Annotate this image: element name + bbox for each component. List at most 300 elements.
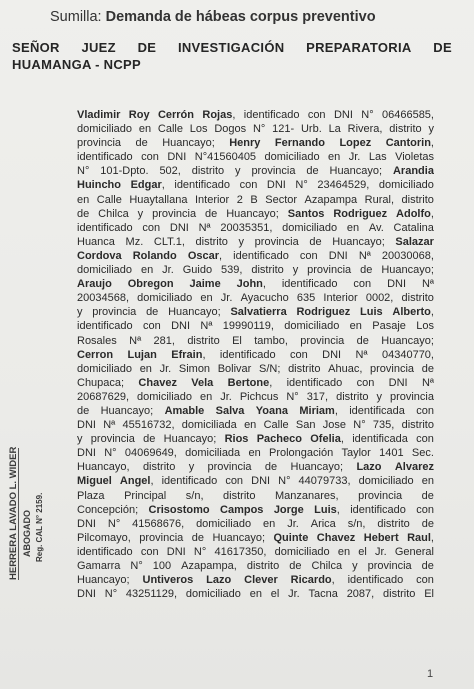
body-word: y: [77, 306, 83, 319]
body-word: Huancayo;: [290, 461, 344, 474]
body-word: 23464529,: [317, 179, 370, 192]
body-word: en: [248, 447, 261, 460]
body-word: 43251129,: [125, 588, 178, 601]
body-word: DNI: [77, 447, 96, 460]
body-word: 41617350,: [214, 545, 267, 558]
body-line: [77, 531, 434, 545]
body-word: Calle: [263, 419, 289, 432]
body-line: [77, 305, 434, 319]
body-word: Crisostomo: [148, 503, 210, 516]
body-word: 41568676,: [132, 517, 185, 530]
body-word: y: [292, 264, 299, 277]
addressee-heading: [12, 39, 452, 73]
body-line: [77, 108, 434, 122]
body-word: Quinte: [273, 531, 309, 544]
body-word: Las: [368, 151, 387, 164]
body-word: domiciliado: [284, 320, 340, 333]
body-word: Manzanares,: [274, 489, 339, 502]
body-word: domiciliado: [264, 151, 320, 164]
body-word: provincia: [367, 560, 412, 572]
body-word: Rodriguez: [296, 306, 351, 319]
body-word: con: [290, 348, 308, 361]
body-word: en: [349, 320, 362, 333]
body-word: Rosales: [77, 334, 117, 347]
body-word: Miriam,: [299, 404, 338, 417]
body-word: provincia: [207, 461, 252, 474]
body-word: identificado: [161, 475, 218, 488]
body-word: Jr.: [220, 390, 232, 403]
body-word: Pasaje: [372, 320, 406, 333]
body-word: Huancayo;: [100, 404, 154, 417]
body-word: N°41560405: [194, 151, 257, 164]
body-line: [77, 150, 434, 164]
body-word: en: [138, 123, 152, 136]
body-word: S/N;: [259, 362, 281, 375]
body-word: DNI: [251, 475, 271, 488]
body-word: Rural,: [364, 193, 394, 206]
body-word: Huancayo;: [77, 574, 130, 587]
body-word: Araujo: [77, 278, 112, 291]
body-word: Pacheco: [256, 433, 302, 446]
lawyer-stamp: [2, 432, 58, 582]
body-word: Principal: [124, 489, 167, 502]
body-line: [77, 249, 434, 263]
body-word: distrito: [401, 419, 434, 432]
body-word: Nª: [355, 348, 368, 361]
body-word: Jr.: [220, 292, 233, 305]
body-word: Jr.: [162, 264, 174, 277]
body-word: Jr.: [348, 151, 361, 164]
body-word: domiciliado: [77, 362, 133, 375]
body-word: Huancayo;: [381, 264, 434, 277]
body-word: Nª: [129, 334, 142, 347]
body-word: de: [146, 306, 159, 319]
body-line: [77, 221, 434, 235]
body-word: Salazar: [395, 235, 434, 248]
body-word: con: [356, 376, 375, 389]
body-line: [77, 390, 434, 404]
body-word: identificado: [174, 179, 231, 192]
body-word: Oscar,: [187, 249, 223, 262]
body-word: Huanca: [77, 235, 115, 248]
body-word: DNI: [166, 545, 186, 558]
body-word: en: [328, 151, 341, 164]
body-word: de: [309, 235, 322, 248]
body-word: San: [295, 419, 316, 432]
body-word: provincia: [307, 264, 352, 277]
body-word: provincia: [152, 207, 197, 220]
body-line: [77, 193, 434, 207]
body-word: Prolongación: [268, 447, 334, 460]
body-word: de: [306, 165, 319, 178]
sumilla-label: Sumilla:: [50, 9, 102, 25]
body-word: Dogos: [214, 123, 247, 136]
body-word: 281,: [153, 334, 175, 347]
body-word: Interior: [323, 292, 358, 305]
body-word: en: [263, 517, 276, 530]
body-word: Cantorin,: [385, 137, 434, 150]
body-line: [77, 122, 434, 136]
body-word: Fernando: [274, 137, 325, 150]
body-word: Nª: [421, 376, 434, 389]
body-word: con: [416, 574, 434, 587]
body-word: el: [270, 588, 280, 601]
body-line: [77, 136, 434, 150]
body-word: identificado: [77, 320, 133, 333]
body-word: N°: [252, 123, 266, 136]
body-word: Ahuac,: [328, 362, 363, 375]
body-word: y: [238, 235, 245, 248]
body-word: Jaime: [189, 278, 221, 291]
body-word: Jorge: [273, 503, 304, 516]
body-word: DNI: [333, 109, 353, 121]
body-word: Henry: [229, 137, 261, 150]
body-word: Guido: [182, 264, 213, 277]
body-word: domiciliado: [196, 517, 252, 530]
body-word: provincia: [90, 433, 135, 446]
body-word: Huaytallana: [129, 193, 188, 206]
body-word: Cerrón: [157, 109, 194, 121]
body-word: Rojas,: [202, 109, 236, 121]
body-word: Tacna: [308, 588, 338, 601]
body-word: con: [416, 503, 434, 516]
body-word: Taylor: [341, 447, 371, 460]
body-word: N°: [353, 419, 366, 432]
sumilla: [50, 9, 460, 25]
body-word: de: [360, 264, 373, 277]
body-word: provincia: [92, 306, 137, 319]
body-word: Rivera,: [347, 123, 383, 136]
body-word: El: [232, 334, 242, 347]
body-line: [77, 404, 434, 418]
body-word: Lazo: [206, 574, 232, 587]
body-word: Edgar,: [130, 179, 165, 192]
body-word: en: [200, 390, 213, 403]
body-word: de: [135, 137, 148, 150]
body-word: 06466585,: [381, 109, 434, 121]
body-word: distrito: [251, 264, 284, 277]
body-word: distrito: [288, 362, 321, 375]
body-word: Huancayo;: [226, 207, 279, 220]
body-word: DNI: [266, 179, 286, 192]
body-word: de: [421, 517, 434, 530]
body-word: 101-Dpto.: [100, 165, 149, 178]
body-word: Jr.: [159, 362, 172, 375]
body-line: [77, 334, 434, 348]
body-word: Huancayo;: [162, 137, 215, 150]
addressee-line-1: [12, 39, 452, 56]
body-word: Miguel: [77, 475, 112, 488]
body-word: en: [337, 545, 351, 558]
body-line: [77, 362, 434, 376]
body-word: Nª: [421, 278, 434, 291]
body-word: 20687629,: [77, 390, 129, 403]
body-word: Av.: [368, 221, 384, 234]
body-word: Adolfo,: [396, 207, 434, 220]
body-word: identificado: [347, 574, 404, 587]
body-word: domiciliado: [282, 221, 338, 234]
body-word: distrito: [191, 165, 225, 178]
body-word: de: [421, 489, 434, 502]
body-word: Chavez: [138, 376, 177, 389]
body-word: en: [139, 362, 152, 375]
body-word: Rolando: [132, 249, 177, 262]
body-word: Azapampa,: [181, 560, 237, 572]
body-word: 19990119,: [222, 320, 274, 333]
body-word: identificada: [352, 433, 408, 446]
body-word: de: [143, 433, 156, 446]
body-line: [77, 164, 434, 178]
body-word: en: [346, 221, 360, 234]
body-word: N°: [77, 165, 90, 178]
stamp-registration: Reg. CAL N° 2159.: [35, 492, 44, 562]
body-word: Plaza: [77, 489, 105, 502]
body-word: N°: [295, 179, 308, 192]
body-word: en: [140, 264, 154, 277]
body-line: [77, 277, 434, 291]
body-word: y: [137, 207, 144, 220]
body-word: domiciliada: [185, 447, 241, 460]
body-word: N°: [278, 475, 291, 488]
addressee-word: PREPARATORIA: [306, 40, 412, 55]
body-word: Raul,: [407, 531, 434, 544]
body-line: [77, 178, 434, 192]
body-word: Jr.: [287, 517, 299, 530]
body-word: Yoana: [255, 404, 288, 417]
body-word: Los: [189, 123, 208, 136]
body-word: domiciliado: [77, 264, 133, 277]
addressee-word: DE: [137, 40, 157, 55]
body-word: distrito: [401, 292, 434, 305]
body-word: Pichcus: [239, 390, 279, 403]
body-word: Roy: [128, 109, 150, 121]
body-word: domiciliado: [358, 475, 414, 488]
body-word: CLT.1,: [153, 235, 185, 248]
body-word: Lopez: [339, 137, 372, 150]
body-line: [77, 545, 434, 559]
body-word: provincia: [139, 531, 184, 544]
stamp-name: HERRERA LAVADO L. WIDER: [8, 446, 19, 580]
body-word: Luis,: [314, 503, 340, 516]
body-word: tambo,: [254, 334, 288, 347]
body-word: Vela: [191, 376, 214, 389]
body-word: identificado: [286, 376, 343, 389]
body-line: [77, 235, 434, 249]
body-word: en: [249, 588, 262, 601]
body-word: DNI: [387, 278, 407, 291]
body-word: 2087,: [346, 588, 375, 601]
body-word: Santos: [287, 207, 325, 220]
body-word: provincia: [370, 362, 415, 375]
body-word: Bertone,: [227, 376, 273, 389]
body-word: Alberto,: [392, 306, 434, 319]
body-word: Ofelia,: [310, 433, 344, 446]
body-word: distrito: [336, 390, 369, 403]
body-word: distrito: [246, 560, 280, 572]
body-word: en: [244, 419, 257, 432]
body-word: el: [358, 545, 367, 558]
body-word: DNI: [77, 419, 96, 432]
stamp-role: ABOGADO: [22, 510, 32, 557]
body-word: Cerron: [77, 348, 114, 361]
body-word: identificado: [233, 249, 289, 262]
body-word: Chilca: [98, 207, 129, 220]
body-word: Ricardo,: [290, 574, 335, 587]
body-word: Gamarra: [77, 560, 121, 572]
body-line: [77, 573, 434, 587]
body-line: [77, 319, 434, 333]
body-word: 2: [236, 193, 243, 206]
body-line: [77, 559, 434, 573]
body-word: distrito: [389, 123, 422, 136]
body-line: [77, 460, 434, 474]
body-word: DNI: [167, 151, 187, 164]
body-word: con: [416, 433, 434, 446]
body-word: Jose: [322, 419, 347, 432]
body-word: Salvatierra: [230, 306, 287, 319]
body-word: DNI: [322, 348, 342, 361]
body-word: 04069649,: [124, 447, 177, 460]
body-word: 44079733,: [298, 475, 351, 488]
body-word: Chupaca;: [77, 376, 125, 389]
body-word: Jr.: [375, 545, 387, 558]
body-word: identificada: [349, 404, 405, 417]
body-word: Sec.: [411, 447, 434, 460]
body-word: Luis: [360, 306, 383, 319]
body-word: domiciliada: [181, 419, 237, 432]
body-line: [77, 207, 434, 221]
body-word: N°: [104, 588, 118, 601]
body-word: 20030068,: [381, 249, 434, 262]
body-word: y: [428, 123, 434, 136]
body-word: con: [225, 475, 244, 488]
body-word: 20034568,: [77, 292, 129, 305]
body-word: Rios: [224, 433, 249, 446]
body-word: DNI: [328, 249, 348, 262]
body-line: [77, 503, 434, 517]
body-word: N°: [107, 517, 121, 530]
body-word: Vladimir: [77, 109, 121, 121]
body-line: [77, 446, 434, 460]
body-word: y: [188, 461, 195, 474]
body-word: identificado: [243, 109, 300, 121]
body-word: Chavez: [316, 531, 356, 544]
addressee-word: INVESTIGACIÓN: [177, 40, 285, 55]
addressee-word: DE: [433, 40, 452, 55]
body-word: con: [353, 278, 372, 291]
body-word: 0002,: [365, 292, 394, 305]
body-word: Huancayo;: [168, 306, 221, 319]
body-word: Huincho: [77, 179, 121, 192]
body-word: 20035351,: [220, 221, 273, 234]
body-word: domiciliado: [274, 545, 330, 558]
body-word: Catalina: [393, 221, 434, 234]
body-word: con: [416, 404, 434, 417]
body-word: N°: [361, 109, 374, 121]
body-word: N°: [130, 560, 143, 572]
body-word: provincia: [251, 165, 296, 178]
body-word: en: [200, 292, 213, 305]
body-word: s/n,: [185, 489, 204, 502]
body-line: [77, 517, 434, 531]
body-word: distrito: [223, 489, 256, 502]
body-word: Calle: [96, 193, 122, 206]
body-word: B: [250, 193, 258, 206]
body-word: Lazo: [356, 461, 382, 474]
body-word: identificado: [77, 545, 133, 558]
body-word: con: [142, 221, 161, 234]
body-word: en: [77, 193, 90, 206]
addressee-word: SEÑOR: [12, 40, 60, 55]
body-word: 04340770,: [381, 348, 434, 361]
body-word: Huancayo,: [77, 461, 130, 474]
body-word: Violetas: [395, 151, 434, 164]
body-word: domiciliado: [77, 123, 133, 136]
body-word: Urb.: [300, 123, 322, 136]
body-word: Hebert: [363, 531, 399, 544]
body-word: Jr.: [288, 588, 300, 601]
body-line: [77, 418, 434, 432]
body-word: Concepción;: [77, 503, 139, 516]
body-word: Interior: [194, 193, 230, 206]
body-word: Arandia: [392, 165, 434, 178]
body-word: de: [289, 560, 302, 572]
body-line: [77, 432, 434, 446]
body-word: 100: [152, 560, 172, 572]
body-word: y: [77, 433, 83, 446]
body-word: 635: [296, 292, 316, 305]
body-line: [77, 474, 434, 488]
body-line: [77, 489, 434, 503]
body-word: distrito: [401, 193, 434, 206]
body-word: domiciliado: [136, 390, 193, 403]
body-word: 121-: [272, 123, 295, 136]
body-word: Alvarez: [394, 461, 434, 474]
body-word: Nª: [103, 419, 116, 432]
body-word: identificado: [350, 503, 406, 516]
body-word: Angel,: [119, 475, 154, 488]
body-word: de: [264, 461, 278, 474]
addressee-line-2: HUAMANGA - NCPP: [12, 57, 141, 72]
body-word: DNI: [388, 376, 408, 389]
body-word: distrito: [383, 588, 416, 601]
body-word: provincia: [300, 334, 345, 347]
body-word: DNI: [171, 320, 191, 333]
body-word: 735,: [372, 419, 395, 432]
sumilla-text: Demanda de hábeas corpus preventivo: [105, 9, 376, 25]
body-word: Ayacucho: [240, 292, 289, 305]
body-word: distrito: [187, 334, 220, 347]
body-word: con: [239, 179, 258, 192]
body-word: Huancayo;: [381, 334, 434, 347]
body-line: [77, 263, 434, 277]
body-word: Obregon: [127, 278, 174, 291]
body-word: Cordova: [77, 249, 122, 262]
body-word: Azapampa: [304, 193, 358, 206]
body-word: Untiveros: [142, 574, 194, 587]
body-word: General: [394, 545, 434, 558]
body-word: Huancayo;: [212, 531, 266, 544]
body-word: de: [77, 404, 90, 417]
body-word: Nª: [198, 221, 211, 234]
body-word: distrito: [195, 235, 228, 248]
body-word: Sector: [265, 193, 298, 206]
body-word: de: [356, 334, 369, 347]
document-body: [77, 108, 434, 601]
body-word: Clever: [244, 574, 278, 587]
body-word: con: [143, 320, 161, 333]
body-word: distrito: [377, 517, 410, 530]
